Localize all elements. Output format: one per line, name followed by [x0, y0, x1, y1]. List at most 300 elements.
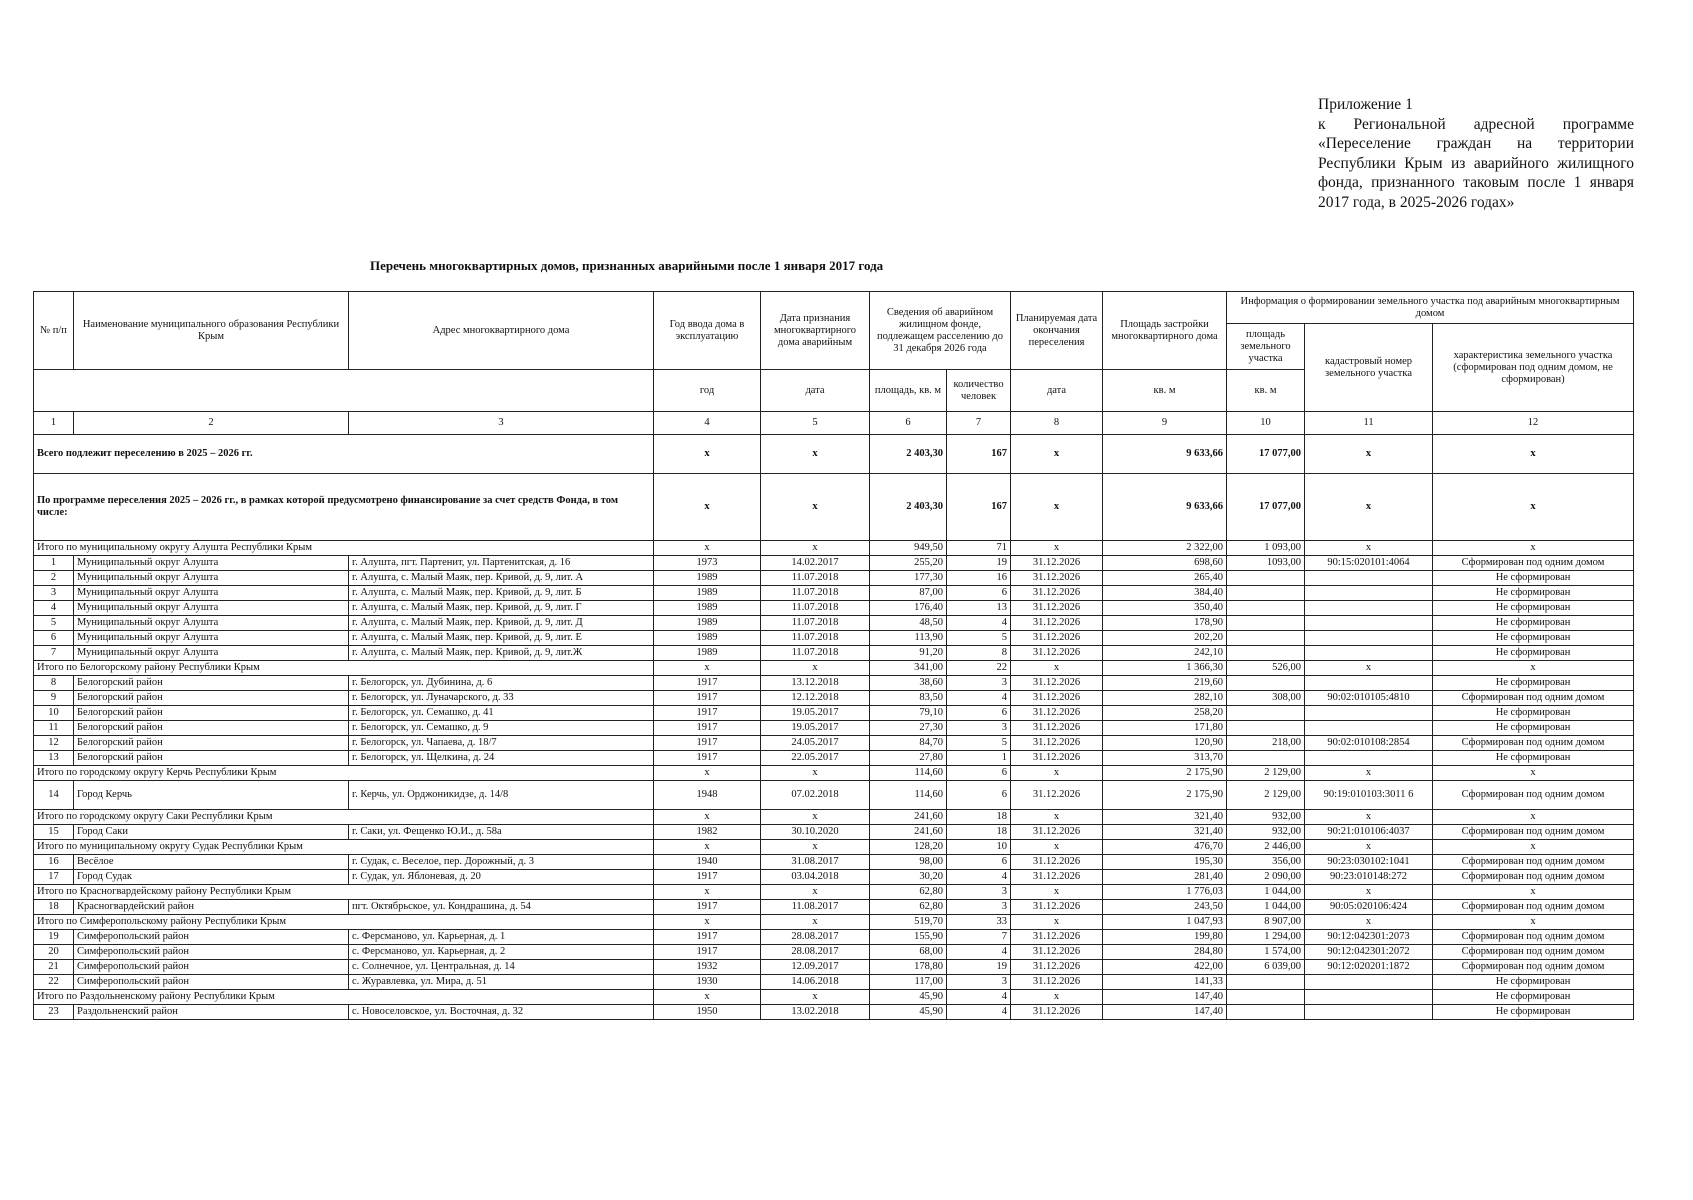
row-people: 3	[947, 676, 1011, 691]
row-year: 1917	[654, 676, 761, 691]
subtotal-cell: 1 047,93	[1103, 915, 1227, 930]
row-cadastral	[1305, 975, 1433, 990]
row-date-recognition: 24.05.2017	[761, 736, 870, 751]
row-address: г. Алушта, пгт. Партенит, ул. Партенитская, д. 16	[349, 556, 654, 571]
header-land-info: Информация о формировании земельного участка под аварийным многоквартирным домом	[1227, 292, 1634, 324]
row-building-area: 242,10	[1103, 646, 1227, 661]
table-row	[34, 706, 1634, 721]
row-building-area: 258,20	[1103, 706, 1227, 721]
table-row	[34, 721, 1634, 736]
row-planned-date: 31.12.2026	[1011, 855, 1103, 870]
row-date-recognition: 11.07.2018	[761, 616, 870, 631]
row-building-area: 698,60	[1103, 556, 1227, 571]
subtotal-label: Итого по городскому округу Керчь Республики Крым	[34, 766, 654, 781]
row-cadastral: 90:02:010105:4810	[1305, 691, 1433, 706]
row-land-area	[1227, 646, 1305, 661]
row-planned-date: 31.12.2026	[1011, 975, 1103, 990]
subtotal-cell: 949,50	[870, 541, 947, 556]
row-land-characteristic: Не сформирован	[1433, 616, 1634, 631]
subtotal-cell: x	[654, 541, 761, 556]
row-cadastral	[1305, 601, 1433, 616]
subtotal-cell: 45,90	[870, 990, 947, 1005]
row-year: 1932	[654, 960, 761, 975]
table-row	[34, 556, 1634, 571]
total-all-label: Всего подлежит переселению в 2025 – 2026 гг.	[34, 435, 654, 474]
row-building-area: 219,60	[1103, 676, 1227, 691]
row-planned-date: 31.12.2026	[1011, 1005, 1103, 1020]
subtotal-cell: 2 322,00	[1103, 541, 1227, 556]
row-address: г. Белогорск, ул. Чапаева, д. 18/7	[349, 736, 654, 751]
row-land-characteristic: Не сформирован	[1433, 571, 1634, 586]
subtotal-cell: x	[1305, 661, 1433, 676]
header-cadastral: кадастровый номер земельного участка	[1305, 324, 1433, 412]
row-planned-date: 31.12.2026	[1011, 601, 1103, 616]
row-land-characteristic: Не сформирован	[1433, 601, 1634, 616]
subtotal-cell: x	[1011, 766, 1103, 781]
row-cadastral: 90:12:042301:2073	[1305, 930, 1433, 945]
subtotal-cell	[1305, 990, 1433, 1005]
row-area: 98,00	[870, 855, 947, 870]
row-date-recognition: 11.07.2018	[761, 601, 870, 616]
row-planned-date: 31.12.2026	[1011, 571, 1103, 586]
row-number: 22	[34, 975, 74, 990]
row-number: 2	[34, 571, 74, 586]
row-building-area: 350,40	[1103, 601, 1227, 616]
row-land-area	[1227, 706, 1305, 721]
row-building-area: 281,40	[1103, 870, 1227, 885]
row-number: 18	[34, 900, 74, 915]
row-area: 241,60	[870, 825, 947, 840]
row-municipality: Весёлое	[74, 855, 349, 870]
row-year: 1930	[654, 975, 761, 990]
header-date-recognition: Дата признания многоквартирного дома аварийным	[761, 292, 870, 370]
subtotal-cell: 71	[947, 541, 1011, 556]
table-row	[34, 676, 1634, 691]
row-number: 20	[34, 945, 74, 960]
subtotal-cell: 2 175,90	[1103, 766, 1227, 781]
row-land-area	[1227, 975, 1305, 990]
row-municipality: Симферопольский район	[74, 975, 349, 990]
row-year: 1950	[654, 1005, 761, 1020]
row-municipality: Муниципальный округ Алушта	[74, 556, 349, 571]
row-land-characteristic: Не сформирован	[1433, 676, 1634, 691]
row-people: 18	[947, 825, 1011, 840]
row-date-recognition: 11.07.2018	[761, 586, 870, 601]
subtotal-row	[34, 885, 1634, 900]
row-cadastral	[1305, 1005, 1433, 1020]
row-building-area: 178,90	[1103, 616, 1227, 631]
row-land-characteristic: Не сформирован	[1433, 646, 1634, 661]
row-municipality: Белогорский район	[74, 706, 349, 721]
subtotal-cell: x	[1433, 840, 1634, 855]
row-land-characteristic: Сформирован под одним домом	[1433, 781, 1634, 810]
row-land-area: 1 294,00	[1227, 930, 1305, 945]
row-municipality: Симферопольский район	[74, 930, 349, 945]
row-land-area: 308,00	[1227, 691, 1305, 706]
col-number: 11	[1305, 412, 1433, 435]
row-year: 1917	[654, 900, 761, 915]
row-cadastral	[1305, 586, 1433, 601]
subtotal-row	[34, 990, 1634, 1005]
row-municipality: Симферопольский район	[74, 945, 349, 960]
row-number: 21	[34, 960, 74, 975]
unit-year: год	[654, 370, 761, 412]
row-number: 23	[34, 1005, 74, 1020]
row-building-area: 265,40	[1103, 571, 1227, 586]
row-address: с. Ферсманово, ул. Карьерная, д. 2	[349, 945, 654, 960]
row-address: г. Белогорск, ул. Семашко, д. 9	[349, 721, 654, 736]
row-number: 9	[34, 691, 74, 706]
row-people: 4	[947, 945, 1011, 960]
row-land-area: 218,00	[1227, 736, 1305, 751]
row-area: 114,60	[870, 781, 947, 810]
subtotal-row	[34, 810, 1634, 825]
row-planned-date: 31.12.2026	[1011, 676, 1103, 691]
subtotal-cell: x	[1305, 766, 1433, 781]
subtotal-cell: 526,00	[1227, 661, 1305, 676]
table-row	[34, 736, 1634, 751]
row-address: г. Саки, ул. Фещенко Ю.И., д. 58а	[349, 825, 654, 840]
row-building-area: 147,40	[1103, 1005, 1227, 1020]
row-people: 19	[947, 556, 1011, 571]
table-row	[34, 855, 1634, 870]
row-area: 113,90	[870, 631, 947, 646]
annex-block	[1318, 95, 1634, 212]
row-municipality: Симферопольский район	[74, 960, 349, 975]
row-area: 178,80	[870, 960, 947, 975]
row-people: 16	[947, 571, 1011, 586]
subtotal-label: Итого по муниципальному округу Судак Республики Крым	[34, 840, 654, 855]
header-year: Год ввода дома в эксплуатацию	[654, 292, 761, 370]
row-address: г. Керчь, ул. Орджоникидзе, д. 14/8	[349, 781, 654, 810]
row-area: 27,30	[870, 721, 947, 736]
row-cadastral	[1305, 706, 1433, 721]
row-land-characteristic: Не сформирован	[1433, 631, 1634, 646]
subtotal-cell: x	[1305, 840, 1433, 855]
subtotal-cell: x	[1011, 661, 1103, 676]
row-cadastral: 90:23:030102:1041	[1305, 855, 1433, 870]
header-fund: Сведения об аварийном жилищном фонде, подлежащем расселению до 31 декабря 2026 года	[870, 292, 1011, 370]
row-municipality: Белогорский район	[74, 751, 349, 766]
row-area: 83,50	[870, 691, 947, 706]
subtotal-cell: 18	[947, 810, 1011, 825]
row-land-characteristic: Не сформирован	[1433, 1005, 1634, 1020]
subtotal-cell: x	[1305, 810, 1433, 825]
row-year: 1917	[654, 751, 761, 766]
row-planned-date: 31.12.2026	[1011, 616, 1103, 631]
header-building-area: Площадь застройки многоквартирного дома	[1103, 292, 1227, 370]
row-number: 17	[34, 870, 74, 885]
subtotal-cell: x	[1305, 885, 1433, 900]
row-people: 6	[947, 586, 1011, 601]
subtotal-cell: x	[654, 661, 761, 676]
table-row	[34, 781, 1634, 810]
subtotal-cell: 3	[947, 885, 1011, 900]
subtotal-cell: 1 776,03	[1103, 885, 1227, 900]
row-municipality: Красногвардейский район	[74, 900, 349, 915]
table-row	[34, 825, 1634, 840]
total-cell: 167	[947, 435, 1011, 474]
row-building-area: 199,80	[1103, 930, 1227, 945]
row-land-area: 1 044,00	[1227, 900, 1305, 915]
row-year: 1917	[654, 930, 761, 945]
subtotal-cell: 519,70	[870, 915, 947, 930]
row-land-area: 1 574,00	[1227, 945, 1305, 960]
row-planned-date: 31.12.2026	[1011, 960, 1103, 975]
row-date-recognition: 13.02.2018	[761, 1005, 870, 1020]
row-land-area	[1227, 751, 1305, 766]
header-land-area: площадь земельного участка	[1227, 324, 1305, 370]
subtotal-cell: x	[1011, 840, 1103, 855]
row-planned-date: 31.12.2026	[1011, 736, 1103, 751]
row-planned-date: 31.12.2026	[1011, 646, 1103, 661]
total-cell: 2 403,30	[870, 435, 947, 474]
row-year: 1917	[654, 945, 761, 960]
unit-land-sqm: кв. м	[1227, 370, 1305, 412]
table-row	[34, 930, 1634, 945]
row-address: с. Солнечное, ул. Центральная, д. 14	[349, 960, 654, 975]
row-date-recognition: 11.08.2017	[761, 900, 870, 915]
row-year: 1982	[654, 825, 761, 840]
row-area: 84,70	[870, 736, 947, 751]
row-cadastral: 90:19:010103:3011 6	[1305, 781, 1433, 810]
subtotal-cell: x	[761, 766, 870, 781]
buildings-table	[33, 291, 1634, 1020]
total-cell: x	[1011, 435, 1103, 474]
subtotal-cell: 114,60	[870, 766, 947, 781]
row-building-area: 202,20	[1103, 631, 1227, 646]
row-date-recognition: 11.07.2018	[761, 646, 870, 661]
unit-date: дата	[761, 370, 870, 412]
row-municipality: Муниципальный округ Алушта	[74, 571, 349, 586]
row-area: 87,00	[870, 586, 947, 601]
row-people: 6	[947, 855, 1011, 870]
subtotal-cell: x	[1433, 541, 1634, 556]
subtotal-cell: 1 093,00	[1227, 541, 1305, 556]
row-planned-date: 31.12.2026	[1011, 825, 1103, 840]
row-land-characteristic: Сформирован под одним домом	[1433, 736, 1634, 751]
total-cell: x	[761, 474, 870, 541]
row-building-area: 282,10	[1103, 691, 1227, 706]
row-cadastral	[1305, 676, 1433, 691]
row-land-area	[1227, 631, 1305, 646]
subtotal-row	[34, 541, 1634, 556]
subtotal-cell: 33	[947, 915, 1011, 930]
row-date-recognition: 13.12.2018	[761, 676, 870, 691]
row-municipality: Город Саки	[74, 825, 349, 840]
subtotal-cell: 2 129,00	[1227, 766, 1305, 781]
subtotal-cell: 6	[947, 766, 1011, 781]
row-land-area: 2 129,00	[1227, 781, 1305, 810]
row-year: 1917	[654, 691, 761, 706]
row-people: 6	[947, 781, 1011, 810]
subtotal-row	[34, 766, 1634, 781]
row-cadastral: 90:15:020101:4064	[1305, 556, 1433, 571]
row-year: 1948	[654, 781, 761, 810]
row-municipality: Муниципальный округ Алушта	[74, 601, 349, 616]
subtotal-label: Итого по муниципальному округу Алушта Республики Крым	[34, 541, 654, 556]
row-area: 27,80	[870, 751, 947, 766]
row-address: г. Алушта, с. Малый Маяк, пер. Кривой, д. 9, лит. А	[349, 571, 654, 586]
col-number: 6	[870, 412, 947, 435]
row-people: 8	[947, 646, 1011, 661]
table-row	[34, 616, 1634, 631]
row-number: 1	[34, 556, 74, 571]
subtotal-cell: 1 044,00	[1227, 885, 1305, 900]
subtotal-label: Итого по Красногвардейскому району Республики Крым	[34, 885, 654, 900]
row-area: 62,80	[870, 900, 947, 915]
subtotal-label: Итого по Симферопольскому району Республики Крым	[34, 915, 654, 930]
row-land-area	[1227, 571, 1305, 586]
row-address: с. Новоселовское, ул. Восточная, д. 32	[349, 1005, 654, 1020]
total-cell: x	[1305, 435, 1433, 474]
subtotal-cell: x	[1433, 915, 1634, 930]
total-cell: x	[654, 435, 761, 474]
row-year: 1989	[654, 571, 761, 586]
subtotal-cell: x	[654, 840, 761, 855]
subtotal-cell: x	[761, 661, 870, 676]
subtotal-cell: 8 907,00	[1227, 915, 1305, 930]
row-year: 1989	[654, 601, 761, 616]
subtotal-row	[34, 661, 1634, 676]
subtotal-cell: 241,60	[870, 810, 947, 825]
row-people: 4	[947, 1005, 1011, 1020]
row-cadastral: 90:02:010108:2854	[1305, 736, 1433, 751]
row-cadastral	[1305, 721, 1433, 736]
row-municipality: Белогорский район	[74, 721, 349, 736]
subtotal-cell: 10	[947, 840, 1011, 855]
subtotal-row	[34, 915, 1634, 930]
total-cell: x	[761, 435, 870, 474]
row-people: 1	[947, 751, 1011, 766]
row-area: 38,60	[870, 676, 947, 691]
row-year: 1973	[654, 556, 761, 571]
annex-text: к Региональной адресной программе «Переселение граждан на территории Республики Крым из аварийного жилищного фонда, признанного таковым после 1 января 2017 года, в 2025-2026 годах»	[1318, 115, 1634, 211]
subtotal-cell: x	[761, 990, 870, 1005]
total-cell: x	[654, 474, 761, 541]
row-building-area: 243,50	[1103, 900, 1227, 915]
unit-people: количество человек	[947, 370, 1011, 412]
row-number: 11	[34, 721, 74, 736]
subtotal-cell: 1 366,30	[1103, 661, 1227, 676]
row-people: 5	[947, 736, 1011, 751]
col-number: 9	[1103, 412, 1227, 435]
row-number: 6	[34, 631, 74, 646]
row-people: 13	[947, 601, 1011, 616]
row-municipality: Белогорский район	[74, 691, 349, 706]
row-area: 68,00	[870, 945, 947, 960]
row-year: 1917	[654, 870, 761, 885]
header-land-characteristic: характеристика земельного участка (сформирован под одним домом, не сформирован)	[1433, 324, 1634, 412]
row-municipality: Муниципальный округ Алушта	[74, 586, 349, 601]
row-address: г. Алушта, с. Малый Маяк, пер. Кривой, д. 9, лит.Ж	[349, 646, 654, 661]
row-number: 12	[34, 736, 74, 751]
row-land-area: 2 090,00	[1227, 870, 1305, 885]
subtotal-cell: x	[1011, 990, 1103, 1005]
total-fund-label: По программе переселения 2025 – 2026 гг., в рамках которой предусмотрено финансирование за счет средств Фонда, в том числе:	[34, 474, 654, 541]
table-row	[34, 751, 1634, 766]
row-address: г. Алушта, с. Малый Маяк, пер. Кривой, д. 9, лит. Г	[349, 601, 654, 616]
row-address: пгт. Октябрьское, ул. Кондрашина, д. 54	[349, 900, 654, 915]
subtotal-cell: x	[654, 766, 761, 781]
row-date-recognition: 19.05.2017	[761, 706, 870, 721]
subtotal-cell: 932,00	[1227, 810, 1305, 825]
row-number: 7	[34, 646, 74, 661]
row-address: г. Алушта, с. Малый Маяк, пер. Кривой, д. 9, лит. Е	[349, 631, 654, 646]
table-row	[34, 691, 1634, 706]
table-row	[34, 1005, 1634, 1020]
subtotal-cell: x	[654, 915, 761, 930]
row-land-characteristic: Не сформирован	[1433, 706, 1634, 721]
subtotal-cell: x	[654, 990, 761, 1005]
row-address: г. Белогорск, ул. Щелкина, д. 24	[349, 751, 654, 766]
row-land-area	[1227, 586, 1305, 601]
subtotal-cell: x	[1433, 810, 1634, 825]
row-municipality: Муниципальный округ Алушта	[74, 646, 349, 661]
row-planned-date: 31.12.2026	[1011, 781, 1103, 810]
row-planned-date: 31.12.2026	[1011, 556, 1103, 571]
table-row	[34, 960, 1634, 975]
row-municipality: Белогорский район	[74, 676, 349, 691]
row-building-area: 141,33	[1103, 975, 1227, 990]
row-area: 79,10	[870, 706, 947, 721]
row-municipality: Муниципальный округ Алушта	[74, 631, 349, 646]
total-cell: 2 403,30	[870, 474, 947, 541]
total-cell: x	[1305, 474, 1433, 541]
subtotal-cell: 4	[947, 990, 1011, 1005]
row-address: с. Журавлевка, ул. Мира, д. 51	[349, 975, 654, 990]
subtotal-cell: 476,70	[1103, 840, 1227, 855]
row-year: 1989	[654, 616, 761, 631]
row-people: 4	[947, 870, 1011, 885]
document-title: Перечень многоквартирных домов, признанных аварийными после 1 января 2017 года	[370, 258, 884, 273]
total-cell: 17 077,00	[1227, 474, 1305, 541]
row-date-recognition: 31.08.2017	[761, 855, 870, 870]
row-area: 45,90	[870, 1005, 947, 1020]
row-land-characteristic: Не сформирован	[1433, 975, 1634, 990]
row-building-area: 313,70	[1103, 751, 1227, 766]
row-land-characteristic: Сформирован под одним домом	[1433, 855, 1634, 870]
subtotal-cell: x	[654, 885, 761, 900]
subtotal-cell: x	[761, 915, 870, 930]
row-land-characteristic: Сформирован под одним домом	[1433, 825, 1634, 840]
subtotal-cell: 62,80	[870, 885, 947, 900]
row-land-characteristic: Сформирован под одним домом	[1433, 691, 1634, 706]
subtotal-cell: x	[1433, 766, 1634, 781]
row-number: 3	[34, 586, 74, 601]
row-date-recognition: 30.10.2020	[761, 825, 870, 840]
col-number: 12	[1433, 412, 1634, 435]
annex-title: Приложение 1	[1318, 96, 1413, 113]
row-building-area: 195,30	[1103, 855, 1227, 870]
col-number: 7	[947, 412, 1011, 435]
row-cadastral: 90:12:042301:2072	[1305, 945, 1433, 960]
row-people: 5	[947, 631, 1011, 646]
row-area: 30,20	[870, 870, 947, 885]
row-year: 1917	[654, 706, 761, 721]
row-number: 5	[34, 616, 74, 631]
subtotal-cell	[1227, 990, 1305, 1005]
row-area: 91,20	[870, 646, 947, 661]
row-year: 1917	[654, 721, 761, 736]
table-row	[34, 945, 1634, 960]
row-land-area: 1093,00	[1227, 556, 1305, 571]
subtotal-cell: 128,20	[870, 840, 947, 855]
row-number: 8	[34, 676, 74, 691]
row-municipality: Белогорский район	[74, 736, 349, 751]
row-land-characteristic: Сформирован под одним домом	[1433, 945, 1634, 960]
row-planned-date: 31.12.2026	[1011, 631, 1103, 646]
